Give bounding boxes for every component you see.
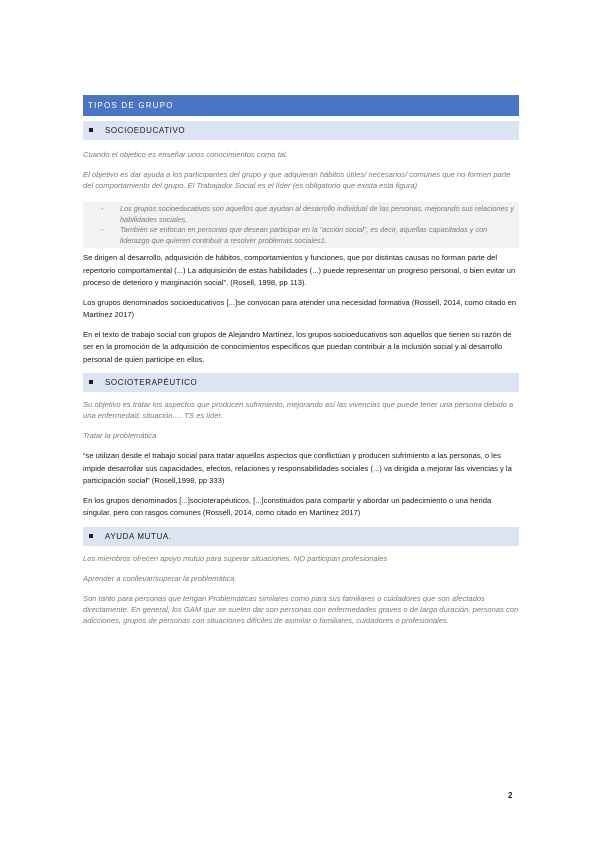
paragraph: Cuando el objetico es enseñar unos conocimientos como tal.: [83, 150, 288, 159]
section-title: TIPOS DE GRUPO: [83, 95, 519, 116]
subsection-title: SOCIOTERAPÉUTICO: [105, 378, 198, 388]
paragraph: El objetivo es dar ayuda a los participantes del grupo y que adquieran hábitos útiles/ necesarios/ comunes que no formen parte del comportamiento del grupo. El Trabajador Social es el líder (es obligatorio que exista esta figura): [83, 170, 511, 190]
paragraph: Tratar la problemática: [83, 431, 157, 441]
paragraph: Son tanto para personas que tengan Problemáticas similares como para sus familiares o cuidadores que son afectados directamente. En general, los GAM que se suelen dar son personas con enfermedades graves o de larga duración, personas con adicciones, grupos de personas con situaciones difíciles de asimilar o familiares, cuidadores o profesionales.: [83, 593, 519, 625]
list-item: - También se enfocan en personas que desean participar en la “acción social”, es decir, aquellas capacitadas y con liderazgo que quieren contribuir a resolver problemas sociales1.: [101, 225, 515, 246]
subsection-title: SOCIOEDUCATIVO: [105, 126, 186, 135]
paragraph: Los grupos denominados socioeducativos [...]se convocan para atender una necesidad formativa (Rossell, 2014, como citado en Martínez 2017): [83, 297, 517, 320]
paragraph: Los miembros ofrecen apoyo mutuo para superar situaciones. NO participan profesionales: [83, 553, 388, 563]
paragraph: Aprender a conllevar/superar la problemática.: [83, 573, 237, 583]
document-page: [83, 95, 519, 626]
square-bullet-icon: [89, 380, 93, 384]
paragraph: En el texto de trabajo social con grupos de Alejandro Martínez, los grupos socioeducativos son aquellos que tienen su razón de ser en la promoción de la adquisición de conocimientos específicos que puedan contribuir a la inclusión social y al desarrollo personal de quien participe en ellos.: [83, 329, 512, 364]
paragraph: En los grupos denominados [...]socioterapéuticos, [...]constituidos para compartir y abordar un padecimiento o una herida singular, pero con rasgos comunes (Rossell, 2014, como citado en Martínez 2017): [83, 495, 492, 518]
subsection-header-socioterapeutico: [83, 373, 519, 392]
paragraph: Su objetivo es tratar los aspectos que producen sufrimiento, mejorando así las vivencias que puede tener una persona debido a una enfermedad, situación…. TS es líder.: [83, 400, 514, 421]
bullet-list: [83, 202, 519, 248]
subsection-header-ayuda-mutua: [83, 527, 519, 546]
paragraph: “se utilizan desde el trabajo social para tratar aquellos aspectos que conflictúan y producen sufrimiento a las personas, o les impide desarrollar sus capacidades, efectos, relaciones y responsabilidades sociales (...) va dirigida a mejorar las vivencias y la participación social” (Rosell,1998, pp 333): [83, 451, 512, 486]
subsection-header-socioeducativo: [83, 121, 519, 140]
square-bullet-icon: [89, 534, 93, 538]
square-bullet-icon: [89, 128, 93, 132]
paragraph: Se dirigen al desarrollo, adquisición de hábitos, comportamientos y funciones, que por distintas causas no forman parte del repertorio comportamental (...) La adquisición de estas habilidades (...) puede representar un progreso personal, o bien evitar un proceso de deterioro y marginación social”. (Rosell, 1998, pp 113).: [83, 253, 516, 288]
subsection-title: AYUDA MUTUA.: [105, 531, 172, 541]
page-number: 2: [508, 791, 513, 800]
list-item: - Los grupos socioeducativos son aquellos que ayudan al desarrollo individual de las personas, mejorando sus relaciones y habilidades sociales.: [101, 204, 515, 225]
